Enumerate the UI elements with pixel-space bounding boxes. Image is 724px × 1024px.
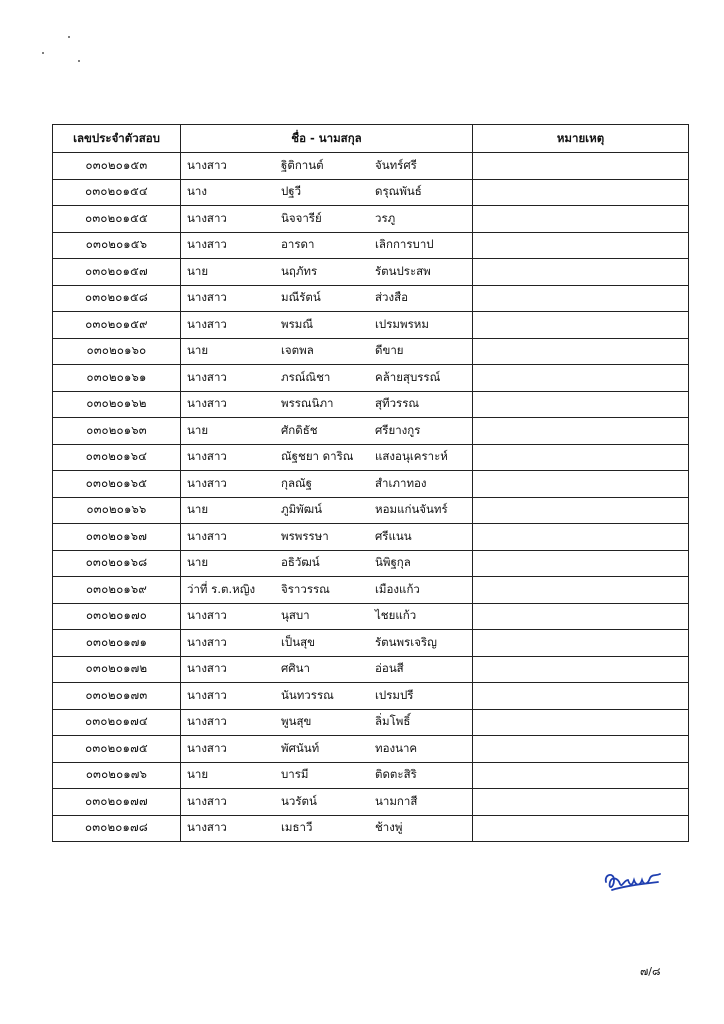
remark-cell — [473, 444, 689, 471]
last-name: เมืองแก้ว — [375, 581, 420, 596]
name-cell — [181, 232, 473, 259]
exam-id-cell: ๐๓๐๒๐๑๗๗ — [53, 789, 181, 816]
exam-id-cell: ๐๓๐๒๐๑๗๐ — [53, 603, 181, 630]
last-name: นิพิฐกุล — [375, 555, 411, 570]
exam-id-cell: ๐๓๐๒๐๑๕๕ — [53, 206, 181, 233]
name-cell — [181, 656, 473, 683]
first-name: อธิวัฒน์ — [281, 555, 320, 570]
name-title: นาย — [187, 263, 209, 278]
exam-id-cell: ๐๓๐๒๐๑๖๑ — [53, 365, 181, 392]
signature-image — [602, 868, 664, 894]
table-row — [53, 630, 689, 657]
exam-id-cell: ๐๓๐๒๐๑๕๗ — [53, 259, 181, 286]
table-row — [53, 153, 689, 180]
name-cell — [181, 497, 473, 524]
first-name: อารดา — [281, 237, 315, 252]
name-title: นางสาว — [187, 475, 227, 490]
name-title: นางสาว — [187, 687, 227, 702]
name-cell — [181, 153, 473, 180]
remark-cell — [473, 232, 689, 259]
exam-id-cell: ๐๓๐๒๐๑๖๒ — [53, 391, 181, 418]
remark-cell — [473, 153, 689, 180]
first-name: นิจจารีย์ — [281, 210, 322, 225]
last-name: ศรีแนน — [375, 528, 412, 543]
exam-id-cell: ๐๓๐๒๐๑๖๕ — [53, 471, 181, 498]
remark-cell — [473, 338, 689, 365]
exam-id-cell: ๐๓๐๒๐๑๗๖ — [53, 762, 181, 789]
table-row — [53, 497, 689, 524]
remark-cell — [473, 656, 689, 683]
last-name: สุทีวรรณ — [375, 396, 420, 411]
name-cell — [181, 444, 473, 471]
last-name: ไชยแก้ว — [375, 608, 417, 623]
remark-cell — [473, 683, 689, 710]
name-title: นางสาว — [187, 396, 227, 411]
last-name: แสงอนุเคราะห์ — [375, 449, 448, 464]
name-cell — [181, 762, 473, 789]
first-name: พัศนันท์ — [281, 740, 320, 755]
exam-id-cell: ๐๓๐๒๐๑๖๗ — [53, 524, 181, 551]
remark-cell — [473, 762, 689, 789]
candidate-table — [52, 124, 689, 842]
scan-speck — [42, 52, 44, 54]
name-title: นางสาว — [187, 528, 227, 543]
first-name: นุสบา — [281, 608, 310, 623]
table-row — [53, 471, 689, 498]
table-row — [53, 232, 689, 259]
exam-id-cell: ๐๓๐๒๐๑๕๘ — [53, 285, 181, 312]
table-row — [53, 683, 689, 710]
exam-id-cell: ๐๓๐๒๐๑๕๖ — [53, 232, 181, 259]
name-cell — [181, 285, 473, 312]
first-name: พรมณี — [281, 316, 314, 331]
first-name: พูนสุข — [281, 714, 312, 729]
first-name: บารมี — [281, 767, 309, 782]
header-full-name: ชื่อ - นามสกุล — [181, 125, 473, 153]
name-cell — [181, 789, 473, 816]
exam-id-cell: ๐๓๐๒๐๑๗๓ — [53, 683, 181, 710]
exam-id-cell: ๐๓๐๒๐๑๕๔ — [53, 179, 181, 206]
name-cell — [181, 259, 473, 286]
first-name: มณีรัตน์ — [281, 290, 321, 305]
name-title: นาย — [187, 343, 209, 358]
first-name: เจตพล — [281, 343, 314, 358]
table-row — [53, 365, 689, 392]
remark-cell — [473, 497, 689, 524]
name-cell — [181, 471, 473, 498]
last-name: เลิกการบาป — [375, 237, 434, 252]
name-title: นางสาว — [187, 449, 227, 464]
last-name: รัตนประสพ — [375, 263, 431, 278]
name-title: นาง — [187, 184, 207, 199]
name-cell — [181, 577, 473, 604]
table-row — [53, 179, 689, 206]
last-name: จันทร์ศรี — [375, 157, 417, 172]
remark-cell — [473, 815, 689, 842]
last-name: วรภู — [375, 210, 396, 225]
last-name: เปรมปรี — [375, 687, 414, 702]
remark-cell — [473, 789, 689, 816]
remark-cell — [473, 259, 689, 286]
name-cell — [181, 365, 473, 392]
exam-id-cell: ๐๓๐๒๐๑๖๐ — [53, 338, 181, 365]
last-name: หอมแก่นจันทร์ — [375, 502, 448, 517]
table-row — [53, 312, 689, 339]
exam-id-cell: ๐๓๐๒๐๑๕๓ — [53, 153, 181, 180]
last-name: ช้างพู่ — [375, 820, 403, 835]
remark-cell — [473, 603, 689, 630]
table-row — [53, 656, 689, 683]
remark-cell — [473, 577, 689, 604]
remark-cell — [473, 179, 689, 206]
exam-id-cell: ๐๓๐๒๐๑๗๘ — [53, 815, 181, 842]
header-exam-id: เลขประจำตัวสอบ — [53, 125, 181, 153]
name-cell — [181, 683, 473, 710]
exam-id-cell: ๐๓๐๒๐๑๕๙ — [53, 312, 181, 339]
name-title: นางสาว — [187, 210, 227, 225]
first-name: นฤภัทร — [281, 263, 318, 278]
first-name: ปฐวี — [281, 184, 302, 199]
table-row — [53, 577, 689, 604]
name-title: นางสาว — [187, 661, 227, 676]
first-name: ศศินา — [281, 661, 310, 676]
name-cell — [181, 312, 473, 339]
table-row — [53, 418, 689, 445]
name-cell — [181, 338, 473, 365]
last-name: อ่อนสี — [375, 661, 404, 676]
name-cell — [181, 418, 473, 445]
first-name: พรพรรษา — [281, 528, 329, 543]
exam-id-cell: ๐๓๐๒๐๑๗๒ — [53, 656, 181, 683]
name-cell — [181, 815, 473, 842]
name-title: นางสาว — [187, 714, 227, 729]
last-name: คล้ายสุบรรณ์ — [375, 369, 441, 384]
name-cell — [181, 179, 473, 206]
remark-cell — [473, 709, 689, 736]
remark-cell — [473, 312, 689, 339]
exam-id-cell: ๐๓๐๒๐๑๗๔ — [53, 709, 181, 736]
first-name: กุลณัฐ — [281, 475, 313, 490]
remark-cell — [473, 550, 689, 577]
remark-cell — [473, 391, 689, 418]
first-name: เป็นสุข — [281, 634, 315, 649]
header-remark: หมายเหตุ — [473, 125, 689, 153]
first-name: นวรัตน์ — [281, 793, 317, 808]
exam-id-cell: ๐๓๐๒๐๑๖๘ — [53, 550, 181, 577]
table-row — [53, 789, 689, 816]
table-row — [53, 550, 689, 577]
table-row — [53, 206, 689, 233]
table-row — [53, 285, 689, 312]
name-title: นาย — [187, 422, 209, 437]
first-name: นันทวรรณ — [281, 687, 334, 702]
name-cell — [181, 603, 473, 630]
scan-speck — [78, 60, 80, 62]
name-cell — [181, 206, 473, 233]
table-row — [53, 338, 689, 365]
last-name: นามกาสี — [375, 793, 418, 808]
table-row — [53, 524, 689, 551]
name-cell — [181, 524, 473, 551]
last-name: ดรุณพันธ์ — [375, 184, 422, 199]
name-title: นาย — [187, 502, 209, 517]
first-name: จิราวรรณ — [281, 581, 330, 596]
table-row — [53, 444, 689, 471]
name-title: นางสาว — [187, 740, 227, 755]
exam-id-cell: ๐๓๐๒๐๑๗๕ — [53, 736, 181, 763]
table-row — [53, 391, 689, 418]
name-title: นาย — [187, 767, 209, 782]
exam-id-cell: ๐๓๐๒๐๑๗๑ — [53, 630, 181, 657]
last-name: ดีขาย — [375, 343, 404, 358]
page-number: ๗/๘ — [640, 965, 661, 978]
first-name: ศักดิธัช — [281, 422, 318, 437]
last-name: ส่วงสือ — [375, 290, 409, 305]
remark-cell — [473, 630, 689, 657]
exam-id-cell: ๐๓๐๒๐๑๖๔ — [53, 444, 181, 471]
scan-speck — [68, 36, 70, 38]
remark-cell — [473, 365, 689, 392]
last-name: สำเภาทอง — [375, 475, 427, 490]
first-name: ณัฐชยา ดาริณ — [281, 449, 354, 464]
first-name: ภรณ์ณิชา — [281, 369, 331, 384]
table-row — [53, 259, 689, 286]
exam-id-cell: ๐๓๐๒๐๑๖๖ — [53, 497, 181, 524]
table-row — [53, 762, 689, 789]
name-title: นางสาว — [187, 793, 227, 808]
last-name: ลิ่มโพธิ์ — [375, 714, 411, 729]
exam-id-cell: ๐๓๐๒๐๑๖๙ — [53, 577, 181, 604]
first-name: เมธาวี — [281, 820, 313, 835]
last-name: ทองนาค — [375, 740, 418, 755]
name-cell — [181, 550, 473, 577]
last-name: ติดตะสิริ — [375, 767, 417, 782]
remark-cell — [473, 524, 689, 551]
name-title: นางสาว — [187, 290, 227, 305]
exam-id-cell: ๐๓๐๒๐๑๖๓ — [53, 418, 181, 445]
last-name: เปรมพรหม — [375, 316, 429, 331]
first-name: พรรณนิภา — [281, 396, 334, 411]
name-title: นางสาว — [187, 608, 227, 623]
name-title: นางสาว — [187, 157, 227, 172]
table-row — [53, 815, 689, 842]
first-name: ภูมิพัฒน์ — [281, 502, 322, 517]
table-row — [53, 603, 689, 630]
remark-cell — [473, 418, 689, 445]
name-title: นางสาว — [187, 237, 227, 252]
name-cell — [181, 709, 473, 736]
table-row — [53, 736, 689, 763]
table-header-row — [53, 125, 689, 153]
last-name: รัตนพรเจริญ — [375, 634, 437, 649]
name-cell — [181, 391, 473, 418]
last-name: ศรียางกูร — [375, 422, 421, 437]
name-title: นางสาว — [187, 634, 227, 649]
remark-cell — [473, 206, 689, 233]
name-title: นางสาว — [187, 316, 227, 331]
remark-cell — [473, 471, 689, 498]
name-title: ว่าที่ ร.ต.หญิง — [187, 581, 256, 596]
remark-cell — [473, 736, 689, 763]
table-row — [53, 709, 689, 736]
name-cell — [181, 630, 473, 657]
name-title: นางสาว — [187, 820, 227, 835]
name-title: นาย — [187, 555, 209, 570]
name-title: นางสาว — [187, 369, 227, 384]
name-cell — [181, 736, 473, 763]
first-name: ฐิติกานต์ — [281, 157, 324, 172]
remark-cell — [473, 285, 689, 312]
